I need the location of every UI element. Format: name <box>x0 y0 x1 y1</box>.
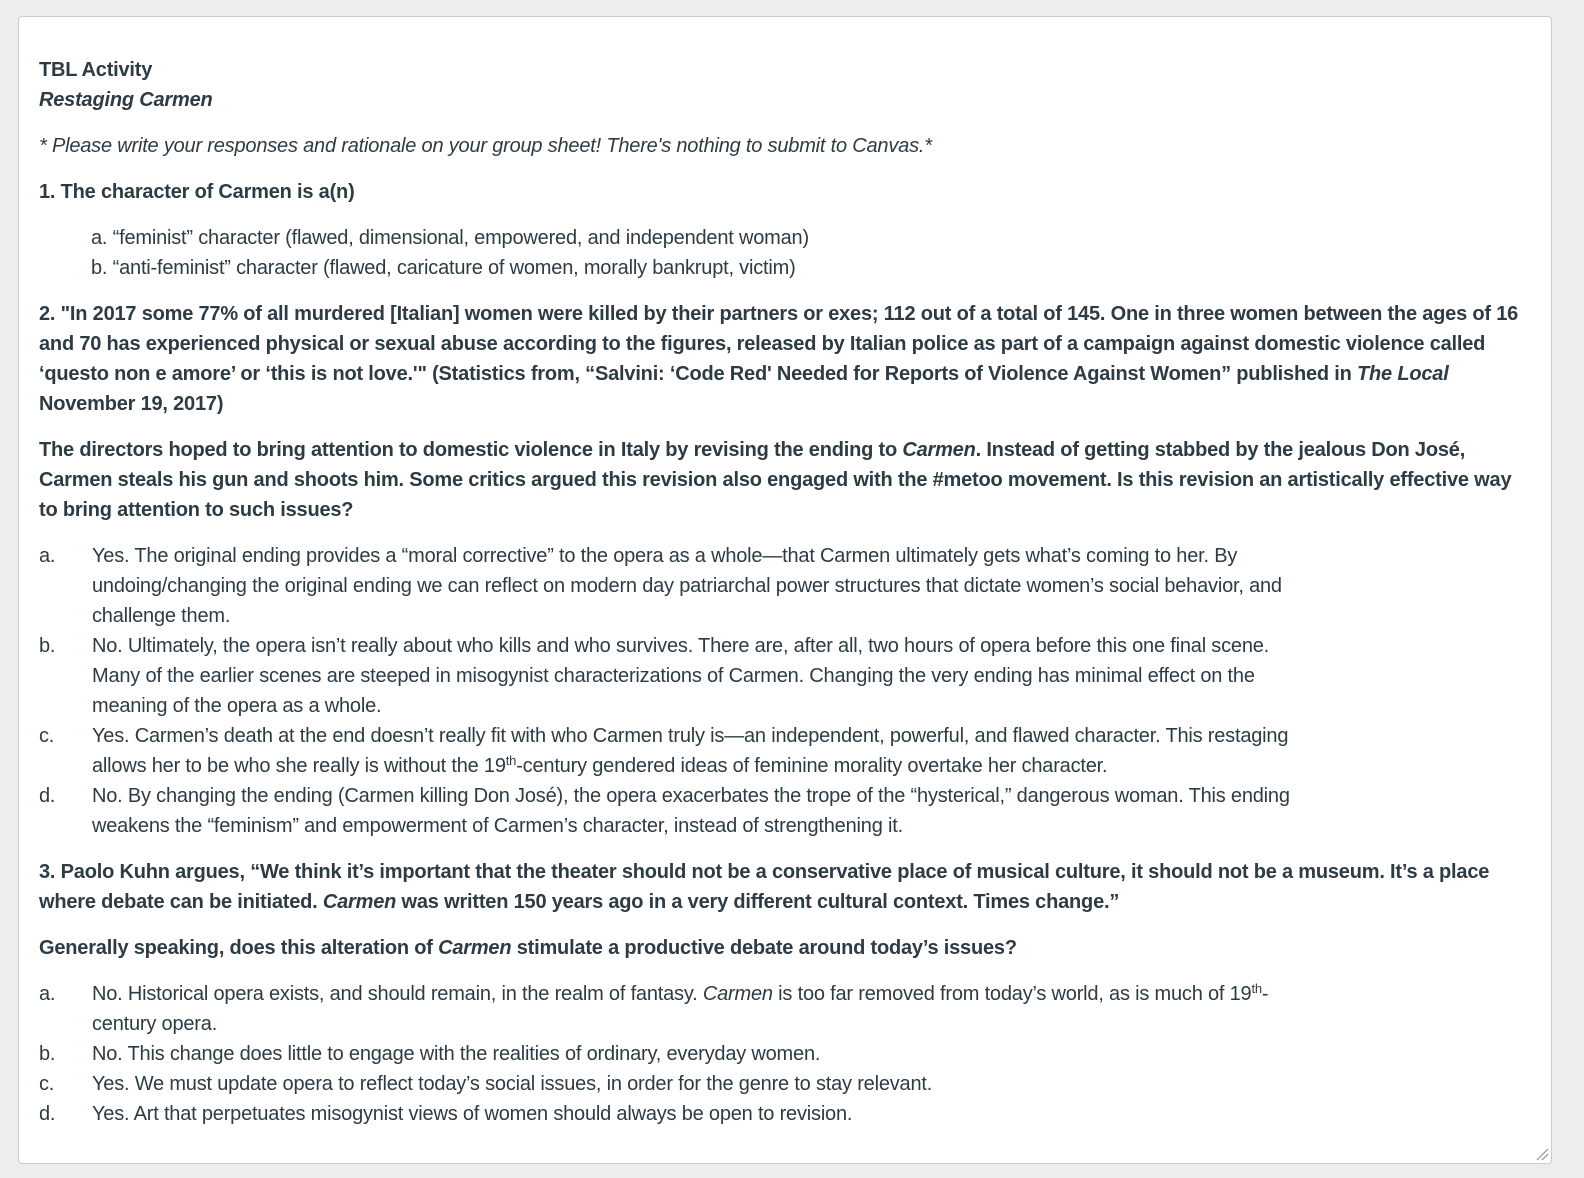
option-text: No. Ultimately, the opera isn’t really about who kills and who survives. There are, after all, two hours of opera before this one final scene. Many of the earlier scenes are steeped in misogynist characterizations of Carmen. Changing the very ending has minimal effect on the meaning of the opera as a whole. <box>92 635 1270 717</box>
question-3-option-b <box>39 1039 1533 1069</box>
option-emphasis: Carmen <box>702 983 773 1005</box>
prompt-text: Generally speaking, does this alteration of <box>39 937 439 959</box>
option-text <box>92 721 1317 781</box>
question-2-options <box>39 541 1533 841</box>
option-label: c. <box>39 725 55 747</box>
prompt-text: stimulate a productive debate around today’s issues? <box>511 937 1017 959</box>
question-3-options <box>39 979 1533 1129</box>
option-label: d. <box>39 785 56 807</box>
question-2-option-a <box>39 541 1533 631</box>
question-3-option-c <box>39 1069 1533 1099</box>
prompt-text: . Instead of getting stabbed by the jealous Don José, Carmen steals his gun and shoots him. Some critics argued this revision also engaged with the #metoo movement. Is this revision an artistically effective way to bring attention to such issues? <box>39 439 1512 521</box>
option-text-part: -century gendered ideas of feminine morality overtake her character. <box>516 755 1108 777</box>
superscript: th <box>1251 981 1262 996</box>
quote-text: 3. Paolo Kuhn argues, “We think it’s important that the theater should not be a conservative place of musical culture, it should not be a museum. It’s a place where debate can be initiated. <box>39 861 1490 913</box>
editor-content[interactable] <box>39 55 1533 1145</box>
option-label: d. <box>39 1103 56 1125</box>
statistics-source: The Local <box>1357 363 1449 385</box>
option-text <box>92 979 1277 1039</box>
option-label: a. <box>39 545 56 567</box>
statistics-date: November 19, 2017) <box>39 393 224 415</box>
prompt-emphasis: Carmen <box>438 937 512 959</box>
question-2-statistics <box>39 299 1533 419</box>
prompt-emphasis: Carmen <box>902 439 976 461</box>
quote-emphasis: Carmen <box>322 891 397 913</box>
option-text-part: Yes. Carmen’s death at the end doesn’t really fit with who Carmen truly is—an independent, powerful, and flawed character. This restaging allows her to be who she really is without the 19 <box>92 725 1289 777</box>
option-text: Yes. The original ending provides a “moral corrective” to the opera as a whole—that Carmen ultimately gets what’s coming to her. By undoing/changing the original ending we can reflect on modern day patriarchal power structures that dictate women’s social behavior, and challenge them. <box>92 545 1282 627</box>
activity-subtitle: Restaging Carmen <box>39 89 213 111</box>
rich-text-editor[interactable] <box>18 16 1552 1164</box>
option-text-part: -century opera. <box>92 983 1269 1035</box>
option-label: c. <box>39 1073 55 1095</box>
option-text-part: No. Historical opera exists, and should remain, in the realm of fantasy. <box>92 983 703 1005</box>
option-label: b. <box>39 1043 56 1065</box>
activity-title: TBL Activity <box>39 59 153 81</box>
question-3-quote <box>39 857 1533 917</box>
resize-handle-icon[interactable] <box>1535 1147 1549 1161</box>
prompt-text: The directors hoped to bring attention to domestic violence in Italy by revising the ending to <box>39 439 903 461</box>
question-2-option-c <box>39 721 1533 781</box>
question-1-option-b: b. “anti-feminist” character (flawed, caricature of women, morally bankrupt, victim) <box>91 257 796 279</box>
question-1-options <box>91 223 1533 283</box>
statistics-text: 2. "In 2017 some 77% of all murdered [Italian] women were killed by their partners or exes; 112 out of a total of 145. One in three women between the ages of 16 and 70 has experienced physical or sexual abuse according to the figures, released by Italian police as part of a campaign against domestic violence called ‘questo non e amore’ or ‘this is not love.'" (Statistics from, “Salvini: ‘Code Red' Needed for Reports of Violence Against Women” published in <box>39 303 1519 385</box>
option-text: Yes. We must update opera to reflect today’s social issues, in order for the genre to stay relevant. <box>92 1073 933 1095</box>
question-2-option-b <box>39 631 1533 721</box>
instructions-note: * Please write your responses and rationale on your group sheet! There's nothing to submit to Canvas.* <box>39 135 932 157</box>
option-label: a. <box>39 983 56 1005</box>
question-2-option-d <box>39 781 1533 841</box>
option-label: b. <box>39 635 56 657</box>
question-2-prompt <box>39 435 1533 525</box>
option-text: No. This change does little to engage with the realities of ordinary, everyday women. <box>92 1043 821 1065</box>
quote-text: was written 150 years ago in a very different cultural context. Times change.” <box>396 891 1120 913</box>
question-3-prompt <box>39 933 1533 963</box>
question-3-option-a <box>39 979 1533 1039</box>
superscript: th <box>505 753 517 768</box>
question-1-option-a: a. “feminist” character (flawed, dimensional, empowered, and independent woman) <box>91 227 809 249</box>
question-1-prompt: 1. The character of Carmen is a(n) <box>39 181 355 203</box>
option-text: No. By changing the ending (Carmen killing Don José), the opera exacerbates the trope of the “hysterical,” dangerous woman. This ending weakens the “feminism” and empowerment of Carmen’s character, instead of strengthening it. <box>92 785 1290 837</box>
option-text-part: is too far removed from today’s world, as is much of 19 <box>772 983 1252 1005</box>
option-text: Yes. Art that perpetuates misogynist views of women should always be open to revision. <box>92 1103 853 1125</box>
question-3-option-d <box>39 1099 1533 1129</box>
